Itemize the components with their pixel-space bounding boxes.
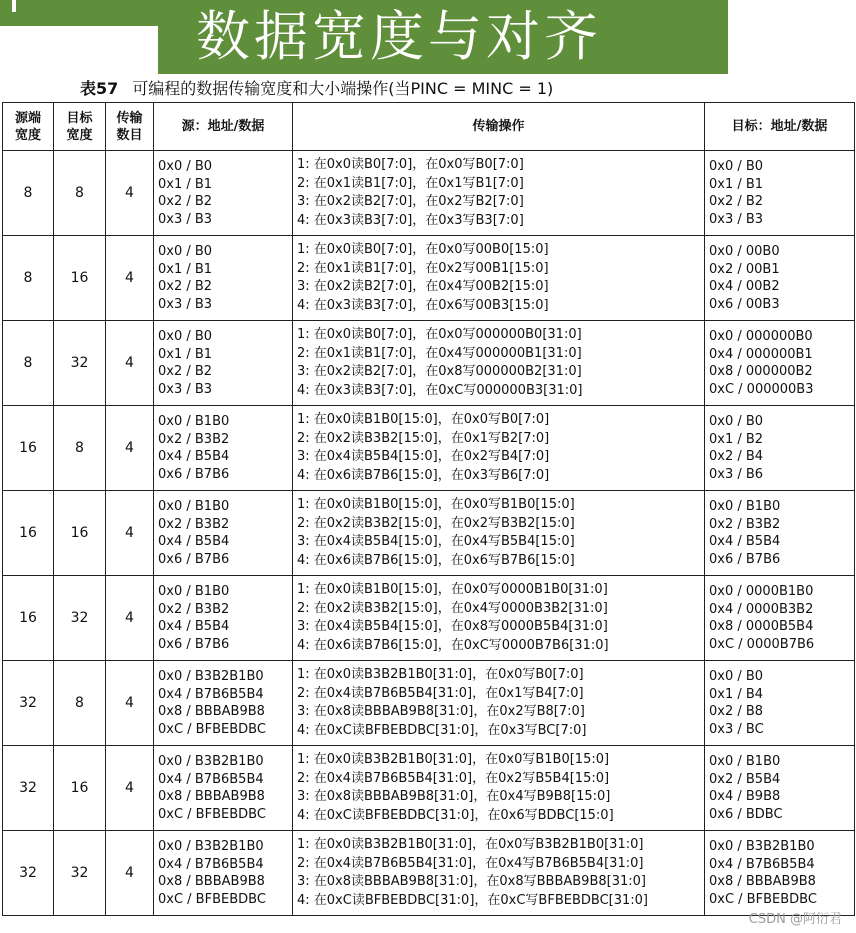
- ops-line: 3: 在0x4读B5B4[15:0]，在0x4写B5B4[15:0]: [297, 534, 575, 549]
- src-line: 0x6 / B7B6: [158, 466, 230, 482]
- dst-line: 0x4 / B5B4: [709, 534, 781, 549]
- dst-width-cell: 8: [54, 661, 106, 746]
- ops-line: 3: 在0x2读B2[7:0]，在0x2写B2[7:0]: [297, 194, 524, 209]
- table-row: [3, 321, 855, 406]
- table-row: [3, 576, 855, 661]
- dst-line: 0x8 / BBBAB9B8: [709, 874, 816, 889]
- ops-line: 1: 在0x0读B0[7:0]，在0x0写B0[7:0]: [297, 157, 524, 172]
- src-data-cell: [154, 491, 293, 576]
- src-line: 0x4 / B5B4: [158, 449, 230, 464]
- dst-width-cell: 16: [54, 491, 106, 576]
- count-cell: 4: [106, 406, 154, 491]
- ops-line: 1: 在0x0读B3B2B1B0[31:0]，在0x0写B3B2B1B0[31:0]: [297, 837, 644, 852]
- dst-line: 0x4 / 000000B1: [709, 346, 813, 362]
- src-line: 0x2 / B2: [158, 364, 213, 379]
- dst-line: 0xC / 000000B3: [709, 381, 814, 397]
- ops-line: 3: 在0x8读BBBAB9B8[31:0]，在0x4写B9B8[15:0]: [297, 789, 611, 804]
- dst-width-cell: 8: [54, 406, 106, 491]
- src-line: 0x4 / B5B4: [158, 619, 230, 634]
- header-dst-width: 目标 宽度: [54, 103, 106, 151]
- dst-data-cell: [705, 151, 855, 236]
- dst-width-cell: 32: [54, 321, 106, 406]
- dst-line: 0x2 / B4: [709, 449, 764, 464]
- csdn-watermark: CSDN @阿衍君: [748, 912, 842, 927]
- src-line: 0x0 / B1B0: [158, 414, 230, 429]
- ops-line: 3: 在0x2读B2[7:0]，在0x4写00B2[15:0]: [297, 279, 549, 294]
- ops-line: 4: 在0x3读B3[7:0]，在0xC写000000B3[31:0]: [297, 382, 583, 398]
- src-width-cell: 8: [3, 236, 54, 321]
- ops-cell: [293, 831, 705, 916]
- dst-line: 0x3 / BC: [709, 721, 764, 737]
- src-line: 0x3 / B3: [158, 381, 213, 397]
- dst-line: 0x0 / B3B2B1B0: [709, 839, 815, 854]
- src-line: 0x2 / B3B2: [158, 516, 230, 532]
- dst-line: 0x0 / B0: [709, 669, 764, 684]
- dst-line: 0x2 / B2: [709, 194, 764, 209]
- ops-line: 1: 在0x0读B3B2B1B0[31:0]，在0x0写B1B0[15:0]: [297, 752, 610, 767]
- ops-line: 3: 在0x8读BBBAB9B8[31:0]，在0x8写BBBAB9B8[31:0]: [297, 874, 646, 889]
- ops-line: 3: 在0x2读B2[7:0]，在0x8写000000B2[31:0]: [297, 364, 582, 379]
- ops-line: 4: 在0xC读BFBEBDBC[31:0]，在0x6写BDBC[15:0]: [297, 807, 614, 823]
- src-line: 0xC / BFBEBDBC: [158, 721, 266, 737]
- dst-data-cell: [705, 831, 855, 916]
- ops-line: 1: 在0x0读B1B0[15:0]，在0x0写B0[7:0]: [297, 412, 550, 427]
- table-body: [3, 151, 855, 916]
- src-data-cell: [154, 151, 293, 236]
- src-line: 0x8 / BBBAB9B8: [158, 874, 265, 889]
- src-data-cell: [154, 831, 293, 916]
- ops-cell: [293, 746, 705, 831]
- src-line: 0x1 / B1: [158, 176, 213, 192]
- src-line: 0x4 / B7B6B5B4: [158, 686, 264, 702]
- src-line: 0x8 / BBBAB9B8: [158, 789, 265, 804]
- ops-line: 4: 在0xC读BFBEBDBC[31:0]，在0x3写BC[7:0]: [297, 722, 587, 738]
- dst-line: 0x0 / 0000B1B0: [709, 584, 814, 599]
- dst-line: 0x0 / B1B0: [709, 499, 781, 514]
- dst-line: 0x0 / B0: [709, 414, 764, 429]
- dst-line: 0x6 / BDBC: [709, 806, 783, 822]
- ops-line: 3: 在0x4读B5B4[15:0]，在0x8写0000B5B4[31:0]: [297, 619, 608, 634]
- ops-line: 4: 在0x6读B7B6[15:0]，在0x3写B6[7:0]: [297, 467, 550, 483]
- ops-cell: [293, 151, 705, 236]
- dst-line: 0xC / BFBEBDBC: [709, 891, 817, 907]
- dst-line: 0x2 / B5B4: [709, 771, 781, 787]
- ops-cell: [293, 576, 705, 661]
- src-line: 0x1 / B1: [158, 261, 213, 277]
- ops-line: 4: 在0x3读B3[7:0]，在0x6写00B3[15:0]: [297, 297, 549, 313]
- ops-line: 1: 在0x0读B0[7:0]，在0x0写000000B0[31:0]: [297, 327, 582, 342]
- dst-line: 0x4 / B7B6B5B4: [709, 856, 815, 872]
- table-caption: [80, 76, 553, 99]
- dst-line: 0x2 / B8: [709, 704, 764, 719]
- ops-cell: [293, 321, 705, 406]
- ops-line: 2: 在0x4读B7B6B5B4[31:0]，在0x2写B5B4[15:0]: [297, 770, 610, 786]
- count-cell: 4: [106, 746, 154, 831]
- dst-data-cell: [705, 236, 855, 321]
- dst-line: 0x2 / 00B1: [709, 261, 780, 277]
- dst-line: 0x6 / B7B6: [709, 551, 781, 567]
- table-row: [3, 151, 855, 236]
- ops-line: 2: 在0x2读B3B2[15:0]，在0x2写B3B2[15:0]: [297, 515, 575, 531]
- header-count: 传输 数目: [106, 103, 154, 151]
- dst-line: 0x4 / B9B8: [709, 789, 781, 804]
- src-line: 0x0 / B0: [158, 329, 213, 344]
- count-cell: 4: [106, 576, 154, 661]
- src-line: 0x3 / B3: [158, 211, 213, 227]
- src-line: 0x2 / B2: [158, 279, 213, 294]
- dst-data-cell: [705, 406, 855, 491]
- ops-cell: [293, 236, 705, 321]
- dst-line: 0x1 / B2: [709, 431, 764, 447]
- dst-line: 0x0 / 00B0: [709, 244, 780, 259]
- header-dst: 目标：地址/数据: [705, 103, 855, 151]
- slide-title: 数据宽度与对齐: [158, 0, 728, 74]
- ops-line: 2: 在0x4读B7B6B5B4[31:0]，在0x1写B4[7:0]: [297, 685, 584, 701]
- dst-data-cell: [705, 491, 855, 576]
- dst-data-cell: [705, 661, 855, 746]
- ops-line: 4: 在0xC读BFBEBDBC[31:0]，在0xC写BFBEBDBC[31:0]: [297, 892, 648, 908]
- dst-data-cell: [705, 321, 855, 406]
- dst-width-cell: 32: [54, 576, 106, 661]
- header-src-width: 源端 宽度: [3, 103, 54, 151]
- src-data-cell: [154, 661, 293, 746]
- dst-line: 0xC / 0000B7B6: [709, 636, 815, 652]
- src-width-cell: 32: [3, 746, 54, 831]
- src-line: 0x2 / B3B2: [158, 601, 230, 617]
- src-width-cell: 32: [3, 661, 54, 746]
- ops-line: 2: 在0x2读B3B2[15:0]，在0x1写B2[7:0]: [297, 430, 550, 446]
- transfer-width-table: [2, 102, 855, 916]
- ops-line: 1: 在0x0读B3B2B1B0[31:0]，在0x0写B0[7:0]: [297, 667, 584, 682]
- ops-cell: [293, 661, 705, 746]
- ops-line: 2: 在0x1读B1[7:0]，在0x4写000000B1[31:0]: [297, 345, 582, 361]
- ops-line: 3: 在0x8读BBBAB9B8[31:0]，在0x2写B8[7:0]: [297, 704, 585, 719]
- src-line: 0x1 / B1: [158, 346, 213, 362]
- src-width-cell: 16: [3, 576, 54, 661]
- dst-line: 0x0 / B1B0: [709, 754, 781, 769]
- src-line: 0x3 / B3: [158, 296, 213, 312]
- count-cell: 4: [106, 321, 154, 406]
- ops-line: 4: 在0x6读B7B6[15:0]，在0xC写0000B7B6[31:0]: [297, 637, 609, 653]
- src-width-cell: 16: [3, 491, 54, 576]
- table-number: 表57: [80, 79, 119, 98]
- ops-line: 1: 在0x0读B1B0[15:0]，在0x0写B1B0[15:0]: [297, 497, 575, 512]
- table-row: [3, 236, 855, 321]
- src-line: 0x2 / B2: [158, 194, 213, 209]
- src-line: 0x4 / B5B4: [158, 534, 230, 549]
- table-caption-text: 可编程的数据传输宽度和大小端操作(当PINC = MINC = 1): [132, 79, 554, 98]
- dst-width-cell: 32: [54, 831, 106, 916]
- dst-line: 0x3 / B6: [709, 466, 764, 482]
- count-cell: 4: [106, 236, 154, 321]
- table-header-row: [3, 103, 855, 151]
- dst-line: 0x8 / 000000B2: [709, 364, 813, 379]
- src-data-cell: [154, 236, 293, 321]
- dst-data-cell: [705, 746, 855, 831]
- src-line: 0x0 / B3B2B1B0: [158, 839, 264, 854]
- ops-line: 1: 在0x0读B0[7:0]，在0x0写00B0[15:0]: [297, 242, 549, 257]
- dst-line: 0x3 / B3: [709, 211, 764, 227]
- table-row: [3, 746, 855, 831]
- src-line: 0x0 / B3B2B1B0: [158, 669, 264, 684]
- src-line: 0x2 / B3B2: [158, 431, 230, 447]
- header-ops: 传输操作: [293, 103, 705, 151]
- table-row: [3, 406, 855, 491]
- src-width-cell: 16: [3, 406, 54, 491]
- table-row: [3, 831, 855, 916]
- src-line: 0x6 / B7B6: [158, 551, 230, 567]
- src-line: 0x0 / B3B2B1B0: [158, 754, 264, 769]
- ops-line: 2: 在0x2读B3B2[15:0]，在0x4写0000B3B2[31:0]: [297, 600, 608, 616]
- src-data-cell: [154, 406, 293, 491]
- src-line: 0x0 / B1B0: [158, 584, 230, 599]
- src-width-cell: 32: [3, 831, 54, 916]
- dst-line: 0x0 / 000000B0: [709, 329, 813, 344]
- ops-line: 3: 在0x4读B5B4[15:0]，在0x2写B4[7:0]: [297, 449, 550, 464]
- src-width-cell: 8: [3, 321, 54, 406]
- count-cell: 4: [106, 151, 154, 236]
- dst-line: 0x1 / B1: [709, 176, 764, 192]
- ops-line: 4: 在0x3读B3[7:0]，在0x3写B3[7:0]: [297, 212, 524, 228]
- top-left-accent-bar: [0, 0, 158, 26]
- src-line: 0x0 / B0: [158, 244, 213, 259]
- src-line: 0x4 / B7B6B5B4: [158, 856, 264, 872]
- dst-line: 0x4 / 0000B3B2: [709, 601, 814, 617]
- dst-width-cell: 16: [54, 746, 106, 831]
- count-cell: 4: [106, 661, 154, 746]
- ops-line: 2: 在0x1读B1[7:0]，在0x2写00B1[15:0]: [297, 260, 549, 276]
- ops-line: 2: 在0x1读B1[7:0]，在0x1写B1[7:0]: [297, 175, 524, 191]
- count-cell: 4: [106, 491, 154, 576]
- dst-line: 0x2 / B3B2: [709, 516, 781, 532]
- src-data-cell: [154, 321, 293, 406]
- table-row: [3, 661, 855, 746]
- ops-line: 1: 在0x0读B1B0[15:0]，在0x0写0000B1B0[31:0]: [297, 582, 608, 597]
- count-cell: 4: [106, 831, 154, 916]
- header-src: 源：地址/数据: [154, 103, 293, 151]
- src-width-cell: 8: [3, 151, 54, 236]
- dst-width-cell: 8: [54, 151, 106, 236]
- src-data-cell: [154, 746, 293, 831]
- table-row: [3, 491, 855, 576]
- accent-tick: [12, 0, 16, 12]
- dst-width-cell: 16: [54, 236, 106, 321]
- src-line: 0x0 / B1B0: [158, 499, 230, 514]
- dst-line: 0x8 / 0000B5B4: [709, 619, 814, 634]
- src-line: 0x4 / B7B6B5B4: [158, 771, 264, 787]
- dst-line: 0x1 / B4: [709, 686, 764, 702]
- dst-data-cell: [705, 576, 855, 661]
- ops-line: 4: 在0x6读B7B6[15:0]，在0x6写B7B6[15:0]: [297, 552, 575, 568]
- ops-line: 2: 在0x4读B7B6B5B4[31:0]，在0x4写B7B6B5B4[31:0]: [297, 855, 644, 871]
- src-line: 0x8 / BBBAB9B8: [158, 704, 265, 719]
- src-line: 0xC / BFBEBDBC: [158, 806, 266, 822]
- src-data-cell: [154, 576, 293, 661]
- src-line: 0x6 / B7B6: [158, 636, 230, 652]
- ops-cell: [293, 406, 705, 491]
- src-line: 0x0 / B0: [158, 159, 213, 174]
- dst-line: 0x6 / 00B3: [709, 296, 780, 312]
- dst-line: 0x4 / 00B2: [709, 279, 780, 294]
- src-line: 0xC / BFBEBDBC: [158, 891, 266, 907]
- dst-line: 0x0 / B0: [709, 159, 764, 174]
- ops-cell: [293, 491, 705, 576]
